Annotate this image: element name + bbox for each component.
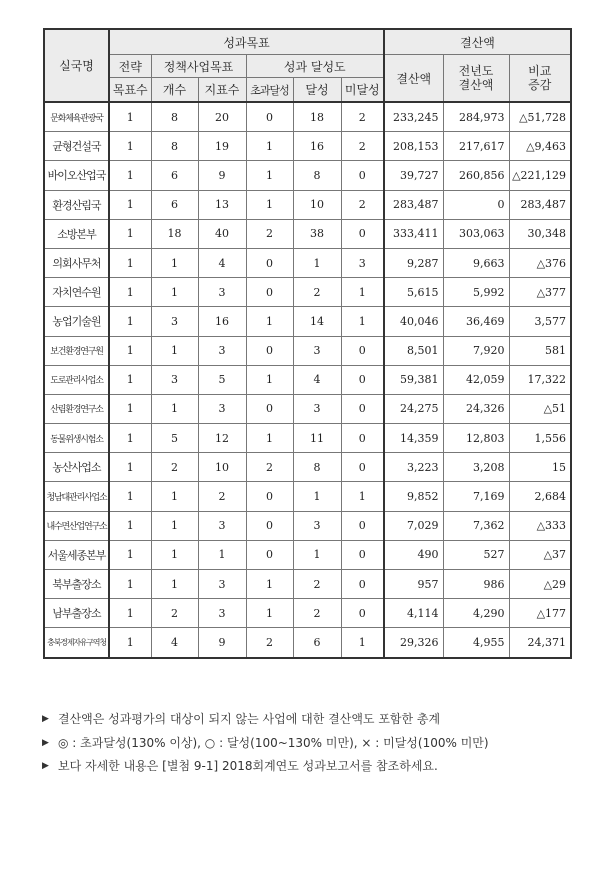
count-cell: 1: [151, 570, 198, 599]
not-achieved-cell: 0: [341, 453, 384, 482]
count-cell: 8: [151, 102, 198, 132]
settled-cell: 29,326: [384, 628, 443, 658]
count-cell: 3: [151, 365, 198, 394]
dept-name-cell: 균형건설국: [44, 132, 109, 161]
dept-name-cell: 서울세종본부: [44, 540, 109, 569]
strategy-cell: 1: [109, 132, 151, 161]
not-achieved-cell: 1: [341, 307, 384, 336]
exceeded-cell: 1: [246, 132, 293, 161]
table-row: [44, 628, 571, 658]
exceeded-cell: 1: [246, 161, 293, 190]
achieved-cell: 16: [293, 132, 341, 161]
exceeded-cell: 0: [246, 511, 293, 540]
indicator-cell: 10: [198, 453, 246, 482]
exceeded-cell: 1: [246, 570, 293, 599]
not-achieved-cell: 1: [341, 278, 384, 307]
header-settled: 결산액: [384, 55, 443, 103]
prev-settled-cell: 260,856: [443, 161, 509, 190]
settled-cell: 24,275: [384, 394, 443, 423]
count-cell: 1: [151, 482, 198, 511]
achieved-cell: 14: [293, 307, 341, 336]
strategy-cell: 1: [109, 511, 151, 540]
exceeded-cell: 1: [246, 599, 293, 628]
exceeded-cell: 1: [246, 365, 293, 394]
dept-name-cell: 농산사업소: [44, 453, 109, 482]
achieved-cell: 6: [293, 628, 341, 658]
header-strategy-count: 목표수: [109, 78, 151, 103]
note-item: [42, 708, 489, 732]
dept-name-cell: 남부출장소: [44, 599, 109, 628]
not-achieved-cell: 0: [341, 219, 384, 248]
exceeded-cell: 1: [246, 307, 293, 336]
compare-cell: △376: [509, 248, 571, 277]
prev-settled-cell: 12,803: [443, 424, 509, 453]
not-achieved-cell: 1: [341, 482, 384, 511]
count-cell: 1: [151, 540, 198, 569]
indicator-cell: 4: [198, 248, 246, 277]
prev-settled-cell: 7,169: [443, 482, 509, 511]
exceeded-cell: 0: [246, 540, 293, 569]
header-policy-goal: 정책사업목표: [151, 55, 246, 78]
prev-settled-cell: 36,469: [443, 307, 509, 336]
count-cell: 1: [151, 511, 198, 540]
dept-name-cell: 산림환경연구소: [44, 394, 109, 423]
strategy-cell: 1: [109, 453, 151, 482]
table-row: [44, 453, 571, 482]
settled-cell: 9,852: [384, 482, 443, 511]
dept-name-cell: 동물위생시험소: [44, 424, 109, 453]
exceeded-cell: 0: [246, 482, 293, 511]
prev-settled-cell: 527: [443, 540, 509, 569]
header-prev-settled: 전년도 결산액: [443, 55, 509, 103]
settled-cell: 490: [384, 540, 443, 569]
dept-name-cell: 도로관리사업소: [44, 365, 109, 394]
exceeded-cell: 2: [246, 628, 293, 658]
achieved-cell: 2: [293, 599, 341, 628]
settled-cell: 39,727: [384, 161, 443, 190]
settled-cell: 3,223: [384, 453, 443, 482]
count-cell: 8: [151, 132, 198, 161]
achieved-cell: 1: [293, 540, 341, 569]
not-achieved-cell: 0: [341, 570, 384, 599]
dept-name-cell: 보건환경연구원: [44, 336, 109, 365]
compare-cell: 1,556: [509, 424, 571, 453]
strategy-cell: 1: [109, 102, 151, 132]
exceeded-cell: 0: [246, 248, 293, 277]
settled-cell: 7,029: [384, 511, 443, 540]
count-cell: 1: [151, 278, 198, 307]
prev-settled-cell: 4,290: [443, 599, 509, 628]
compare-cell: △333: [509, 511, 571, 540]
not-achieved-cell: 0: [341, 336, 384, 365]
settled-cell: 14,359: [384, 424, 443, 453]
strategy-cell: 1: [109, 278, 151, 307]
indicator-cell: 12: [198, 424, 246, 453]
prev-settled-cell: 7,362: [443, 511, 509, 540]
achieved-cell: 3: [293, 511, 341, 540]
achieved-cell: 1: [293, 482, 341, 511]
strategy-cell: 1: [109, 394, 151, 423]
count-cell: 3: [151, 307, 198, 336]
table-row: [44, 248, 571, 277]
table-row: [44, 599, 571, 628]
count-cell: 2: [151, 599, 198, 628]
prev-settled-cell: 986: [443, 570, 509, 599]
dept-name-cell: 북부출장소: [44, 570, 109, 599]
settled-cell: 283,487: [384, 190, 443, 219]
header-achievement: 성과 달성도: [246, 55, 384, 78]
settled-cell: 957: [384, 570, 443, 599]
indicator-cell: 9: [198, 161, 246, 190]
table-row: [44, 307, 571, 336]
prev-settled-cell: 4,955: [443, 628, 509, 658]
strategy-cell: 1: [109, 161, 151, 190]
note-text: 보다 자세한 내용은 [별첨 9-1] 2018회계연도 성과보고서를 참조하세요.: [58, 759, 438, 773]
table-row: [44, 161, 571, 190]
table-row: [44, 102, 571, 132]
compare-cell: 24,371: [509, 628, 571, 658]
achieved-cell: 38: [293, 219, 341, 248]
table-row: [44, 219, 571, 248]
prev-settled-cell: 24,326: [443, 394, 509, 423]
dept-name-cell: 소방본부: [44, 219, 109, 248]
compare-cell: △51: [509, 394, 571, 423]
compare-cell: △51,728: [509, 102, 571, 132]
settled-cell: 59,381: [384, 365, 443, 394]
note-item: [42, 755, 489, 779]
compare-cell: 581: [509, 336, 571, 365]
header-indicators: 지표수: [198, 78, 246, 103]
header-count: 개수: [151, 78, 198, 103]
indicator-cell: 5: [198, 365, 246, 394]
strategy-cell: 1: [109, 365, 151, 394]
prev-settled-cell: 284,973: [443, 102, 509, 132]
compare-cell: △377: [509, 278, 571, 307]
count-cell: 1: [151, 248, 198, 277]
count-cell: 6: [151, 161, 198, 190]
strategy-cell: 1: [109, 540, 151, 569]
table-row: [44, 540, 571, 569]
dept-name-cell: 청남대관리사업소: [44, 482, 109, 511]
count-cell: 1: [151, 336, 198, 365]
table-row: [44, 424, 571, 453]
not-achieved-cell: 2: [341, 102, 384, 132]
not-achieved-cell: 3: [341, 248, 384, 277]
exceeded-cell: 2: [246, 453, 293, 482]
count-cell: 1: [151, 394, 198, 423]
header-achieved: 달성: [293, 78, 341, 103]
dept-name-cell: 환경산림국: [44, 190, 109, 219]
achieved-cell: 2: [293, 570, 341, 599]
dept-name-cell: 농업기술원: [44, 307, 109, 336]
indicator-cell: 40: [198, 219, 246, 248]
header-dept: 실국명: [44, 29, 109, 102]
compare-cell: △221,129: [509, 161, 571, 190]
table-row: [44, 278, 571, 307]
strategy-cell: 1: [109, 336, 151, 365]
dept-name-cell: 충북경제자유구역청: [44, 628, 109, 658]
prev-settled-cell: 7,920: [443, 336, 509, 365]
dept-name-cell: 자치연수원: [44, 278, 109, 307]
indicator-cell: 3: [198, 394, 246, 423]
dept-name-cell: 내수면산업연구소: [44, 511, 109, 540]
strategy-cell: 1: [109, 570, 151, 599]
indicator-cell: 1: [198, 540, 246, 569]
count-cell: 4: [151, 628, 198, 658]
strategy-cell: 1: [109, 248, 151, 277]
table-row: [44, 570, 571, 599]
exceeded-cell: 2: [246, 219, 293, 248]
exceeded-cell: 0: [246, 336, 293, 365]
strategy-cell: 1: [109, 219, 151, 248]
settled-cell: 9,287: [384, 248, 443, 277]
compare-cell: △37: [509, 540, 571, 569]
achieved-cell: 3: [293, 336, 341, 365]
indicator-cell: 16: [198, 307, 246, 336]
indicator-cell: 3: [198, 570, 246, 599]
indicator-cell: 19: [198, 132, 246, 161]
prev-settled-cell: 0: [443, 190, 509, 219]
dept-name-cell: 의회사무처: [44, 248, 109, 277]
note-text: ◎ : 초과달성(130% 이상), ○ : 달성(100~130% 미만), × : 미달성(100% 미만): [58, 735, 489, 750]
header-strategy: 전략: [109, 55, 151, 78]
table-row: [44, 336, 571, 365]
not-achieved-cell: 0: [341, 365, 384, 394]
indicator-cell: 3: [198, 278, 246, 307]
table-row: [44, 394, 571, 423]
indicator-cell: 13: [198, 190, 246, 219]
prev-settled-cell: 217,617: [443, 132, 509, 161]
not-achieved-cell: 0: [341, 394, 384, 423]
compare-cell: △177: [509, 599, 571, 628]
strategy-cell: 1: [109, 628, 151, 658]
triangle-bullet-icon: ▶: [42, 761, 49, 771]
strategy-cell: 1: [109, 599, 151, 628]
prev-settled-cell: 303,063: [443, 219, 509, 248]
triangle-bullet-icon: ▶: [42, 714, 49, 724]
achieved-cell: 4: [293, 365, 341, 394]
strategy-cell: 1: [109, 424, 151, 453]
count-cell: 5: [151, 424, 198, 453]
prev-settled-cell: 3,208: [443, 453, 509, 482]
compare-cell: △9,463: [509, 132, 571, 161]
note-item: [42, 732, 489, 756]
settled-cell: 208,153: [384, 132, 443, 161]
prev-settled-cell: 9,663: [443, 248, 509, 277]
compare-cell: 3,577: [509, 307, 571, 336]
not-achieved-cell: 0: [341, 161, 384, 190]
settled-cell: 5,615: [384, 278, 443, 307]
table-row: [44, 190, 571, 219]
not-achieved-cell: 0: [341, 599, 384, 628]
exceeded-cell: 0: [246, 102, 293, 132]
notes-list: [42, 708, 489, 779]
not-achieved-cell: 0: [341, 540, 384, 569]
settled-cell: 8,501: [384, 336, 443, 365]
count-cell: 6: [151, 190, 198, 219]
compare-cell: △29: [509, 570, 571, 599]
count-cell: 2: [151, 453, 198, 482]
settled-cell: 40,046: [384, 307, 443, 336]
achieved-cell: 8: [293, 161, 341, 190]
not-achieved-cell: 0: [341, 424, 384, 453]
settled-cell: 233,245: [384, 102, 443, 132]
performance-table: [43, 28, 572, 659]
indicator-cell: 2: [198, 482, 246, 511]
triangle-bullet-icon: ▶: [42, 737, 49, 748]
exceeded-cell: 0: [246, 394, 293, 423]
exceeded-cell: 1: [246, 190, 293, 219]
compare-cell: 2,684: [509, 482, 571, 511]
compare-cell: 17,322: [509, 365, 571, 394]
note-text: 결산액은 성과평가의 대상이 되지 않는 사업에 대한 결산액도 포함한 총계: [58, 712, 441, 726]
indicator-cell: 20: [198, 102, 246, 132]
prev-settled-cell: 42,059: [443, 365, 509, 394]
achieved-cell: 8: [293, 453, 341, 482]
indicator-cell: 3: [198, 511, 246, 540]
table-row: [44, 482, 571, 511]
settled-cell: 4,114: [384, 599, 443, 628]
header-not-achieved: 미달성: [341, 78, 384, 103]
compare-cell: 30,348: [509, 219, 571, 248]
compare-cell: 283,487: [509, 190, 571, 219]
settled-cell: 333,411: [384, 219, 443, 248]
achieved-cell: 3: [293, 394, 341, 423]
header-perf-goal: 성과목표: [109, 29, 384, 55]
exceeded-cell: 0: [246, 278, 293, 307]
not-achieved-cell: 2: [341, 190, 384, 219]
strategy-cell: 1: [109, 190, 151, 219]
achieved-cell: 10: [293, 190, 341, 219]
not-achieved-cell: 1: [341, 628, 384, 658]
strategy-cell: 1: [109, 482, 151, 511]
indicator-cell: 9: [198, 628, 246, 658]
table-row: [44, 511, 571, 540]
achieved-cell: 2: [293, 278, 341, 307]
compare-cell: 15: [509, 453, 571, 482]
header-compare: 비교 증감: [509, 55, 571, 103]
table-row: [44, 132, 571, 161]
strategy-cell: 1: [109, 307, 151, 336]
header-budget: 결산액: [384, 29, 571, 55]
prev-settled-cell: 5,992: [443, 278, 509, 307]
count-cell: 18: [151, 219, 198, 248]
exceeded-cell: 1: [246, 424, 293, 453]
achieved-cell: 18: [293, 102, 341, 132]
indicator-cell: 3: [198, 336, 246, 365]
not-achieved-cell: 0: [341, 511, 384, 540]
header-exceeded: 초과달성: [246, 78, 293, 103]
dept-name-cell: 문화체육관광국: [44, 102, 109, 132]
dept-name-cell: 바이오산업국: [44, 161, 109, 190]
achieved-cell: 11: [293, 424, 341, 453]
table-row: [44, 365, 571, 394]
indicator-cell: 3: [198, 599, 246, 628]
not-achieved-cell: 2: [341, 132, 384, 161]
achieved-cell: 1: [293, 248, 341, 277]
